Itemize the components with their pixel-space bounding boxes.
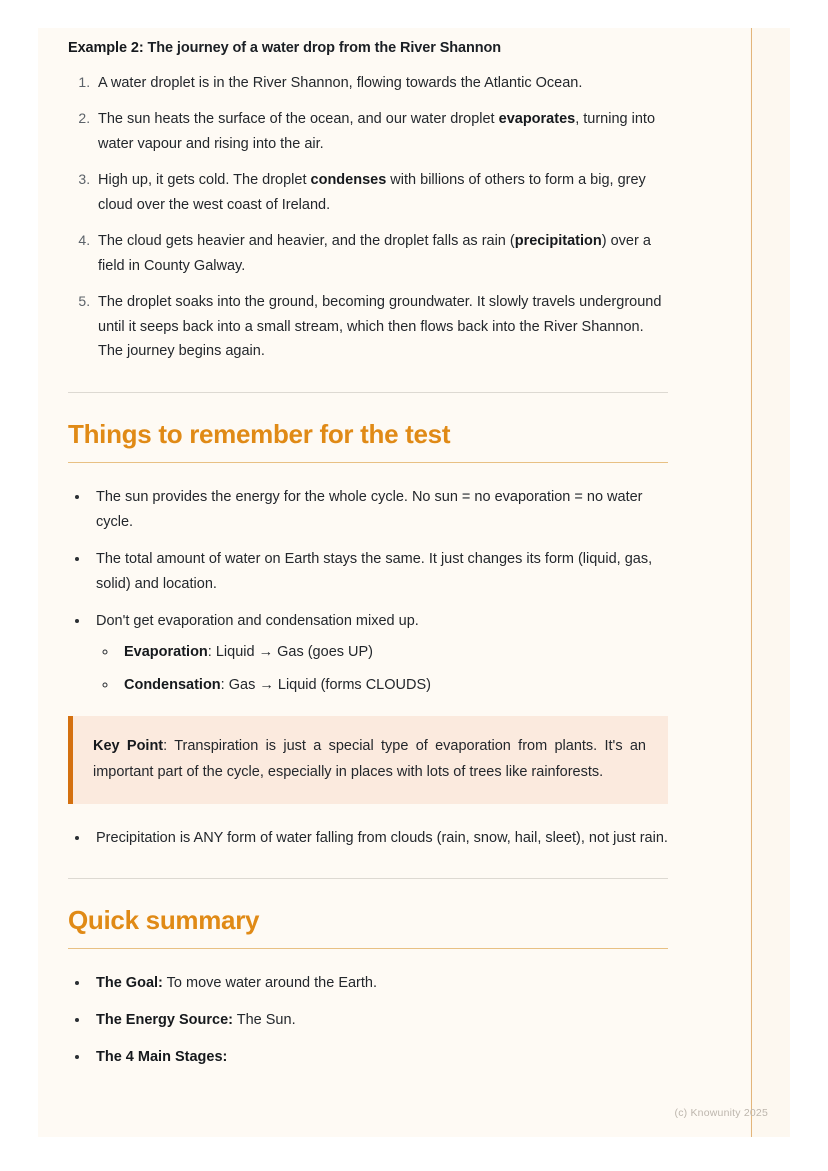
emphasis-text: Key Point <box>93 737 164 754</box>
body-text: The sun heats the surface of the ocean, and our water droplet <box>98 110 499 127</box>
sub-list-item <box>118 673 668 698</box>
example-steps-list <box>68 70 668 364</box>
numbered-step-item <box>94 70 668 96</box>
example-title-prefix: Example 2: <box>68 40 144 56</box>
footer-copyright: (c) Knowunity 2025 <box>674 1107 768 1119</box>
summary-bullets-list <box>68 971 668 1070</box>
remember-bullets-list <box>68 485 668 698</box>
body-text: The droplet soaks into the ground, becoming groundwater. It slowly travels underground until it seeps back into a small stream, which then flows back into the River Shannon. The journey begins again. <box>98 293 662 360</box>
section-divider-2 <box>68 878 668 879</box>
remember-section-rule <box>68 462 668 463</box>
body-text: : Liquid → Gas (goes UP) <box>207 644 374 661</box>
body-text: The Sun. <box>232 1012 296 1029</box>
body-text: Precipitation is ANY form of water falling from clouds (rain, snow, hail, sleet), not just rain. <box>96 829 668 846</box>
emphasis-text: condenses <box>310 171 387 188</box>
page-sheet <box>38 28 790 1137</box>
numbered-step-item <box>94 167 668 218</box>
body-text: : Gas → Liquid (forms CLOUDS) <box>220 677 431 693</box>
remember-bullets-after-list <box>68 826 668 851</box>
page-margin-rule <box>751 28 752 1137</box>
summary-section-rule <box>68 948 668 949</box>
document-content <box>68 40 668 1082</box>
remember-section-heading: Things to remember for the test <box>68 419 451 450</box>
summary-section-heading: Quick summary <box>68 905 260 936</box>
list-item <box>90 547 668 597</box>
emphasis-text: The 4 Main Stages: <box>96 1049 228 1066</box>
emphasis-text: The Goal: <box>96 975 163 992</box>
section-divider-1 <box>68 392 668 393</box>
sub-list-item <box>118 640 668 665</box>
body-text: , turning into water vapour and rising into the air. <box>98 110 656 152</box>
list-item <box>90 971 668 996</box>
body-text: ) over a field in County Galway. <box>98 232 651 274</box>
body-text: : Transpiration is just a special type of evaporation from plants. It's an important part of the cycle, especially in places with lots of trees like rainforests. <box>93 737 646 780</box>
body-text: The sun provides the energy for the whole cycle. No sun = no evaporation = no water cycle. <box>96 489 643 531</box>
list-item <box>90 485 668 535</box>
body-text: The total amount of water on Earth stays the same. It just changes its form (liquid, gas, solid) and location. <box>96 551 653 593</box>
body-text: Don't get evaporation and condensation mixed up. <box>96 613 419 630</box>
emphasis-text: Evaporation <box>124 644 208 661</box>
emphasis-text: evaporates <box>498 110 576 127</box>
list-item <box>90 609 668 698</box>
list-item <box>90 1045 668 1070</box>
example-title <box>68 40 668 56</box>
emphasis-text: Condensation <box>124 677 221 693</box>
body-text: The cloud gets heavier and heavier, and the droplet falls as rain ( <box>98 232 515 249</box>
emphasis-text: precipitation <box>514 232 602 249</box>
list-item <box>90 1008 668 1033</box>
key-point-callout <box>68 716 668 804</box>
example-title-rest: The journey of a water drop from the River Shannon <box>143 40 502 56</box>
body-text: High up, it gets cold. The droplet <box>98 171 311 188</box>
numbered-step-item <box>94 228 668 279</box>
body-text: with billions of others to form a big, grey cloud over the west coast of Ireland. <box>98 171 646 213</box>
list-item <box>90 826 668 851</box>
numbered-step-item <box>94 106 668 157</box>
body-text: A water droplet is in the River Shannon, flowing towards the Atlantic Ocean. <box>98 75 583 91</box>
emphasis-text: The Energy Source: <box>96 1012 233 1029</box>
body-text: To move water around the Earth. <box>162 975 378 992</box>
numbered-step-item <box>94 289 668 365</box>
sub-bullet-list <box>96 640 668 698</box>
